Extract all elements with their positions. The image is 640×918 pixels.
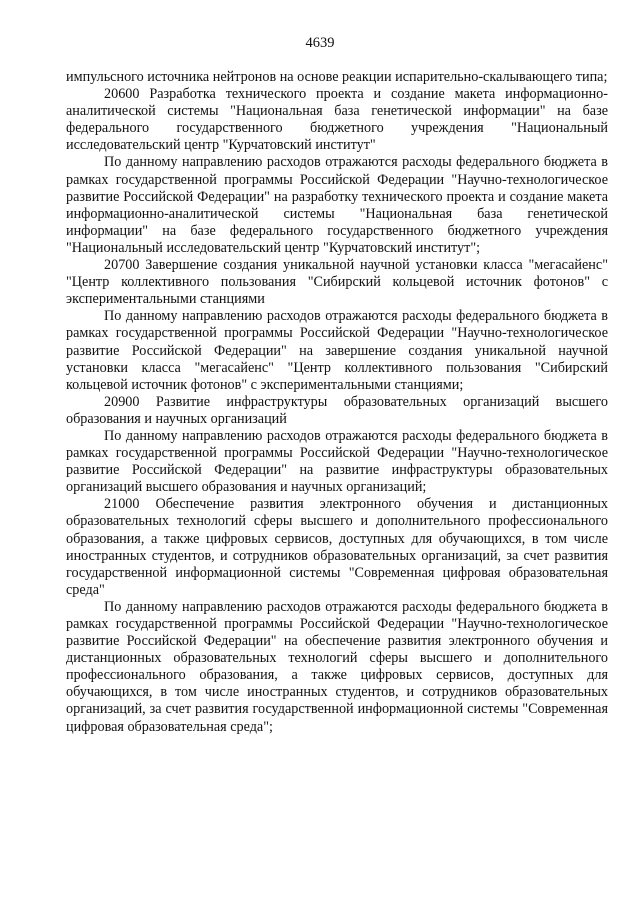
page-number: 4639: [305, 35, 335, 51]
paragraph: 21000 Обеспечение развития электронного обучения и дистанционных образовательных технологий сферы высшего и дополнительного профессионального образования, а также цифровых сервисов, доступных для обучающихся, в том числе иностранных студентов, и сотрудников образовательных организаций, за счет развития государственной информационной системы "Современная цифровая образовательная среда": [66, 496, 608, 598]
paragraph: По данному направлению расходов отражаются расходы федерального бюджета в рамках государственной программы Российской Федерации "Научно-технологическое развитие Российской Федерации" на завершение создания уникальной научной установки класса "мегасайенс" "Центр коллективного пользования "Сибирский кольцевой источник фотонов" с экспериментальными станциями;: [66, 308, 608, 393]
paragraph: 20700 Завершение создания уникальной научной установки класса "мегасайенс" "Центр коллективного пользования "Сибирский кольцевой источник фотонов" с экспериментальными станциями: [66, 257, 608, 308]
paragraph: 20600 Разработка технического проекта и создание макета информационно-аналитической системы "Национальная база генетической информации" на базе федерального государственного бюджетного учреждения "Национальный исследовательский центр "Курчатовский институт": [66, 86, 608, 154]
paragraph: По данному направлению расходов отражаются расходы федерального бюджета в рамках государственной программы Российской Федерации "Научно-технологическое развитие Российской Федерации" на разработку технического проекта и создание макета информационно-аналитической системы "Национальная база генетической информации" на базе федерального государственного бюджетного учреждения "Национальный исследовательский центр "Курчатовский институт";: [66, 154, 608, 256]
paragraph: По данному направлению расходов отражаются расходы федерального бюджета в рамках государственной программы Российской Федерации "Научно-технологическое развитие Российской Федерации" на развитие инфраструктуры образовательных организаций высшего образования и научных организаций;: [66, 427, 608, 496]
paragraph: По данному направлению расходов отражаются расходы федерального бюджета в рамках государственной программы Российской Федерации "Научно-технологическое развитие Российской Федерации" на обеспечение развития электронного обучения и дистанционных образовательных технологий сферы высшего и дополнительного профессионального образования, а также цифровых сервисов, доступных для обучающихся, в том числе иностранных студентов, и сотрудников образовательных организаций, за счет развития государственной информационной системы "Современная цифровая образовательная среда";: [66, 598, 608, 735]
document-body: [66, 69, 608, 736]
paragraph: 20900 Развитие инфраструктуры образовательных организаций высшего образования и научных организаций: [66, 393, 608, 427]
paragraph: импульсного источника нейтронов на основе реакции испарительно-скалывающего типа;: [66, 69, 608, 85]
